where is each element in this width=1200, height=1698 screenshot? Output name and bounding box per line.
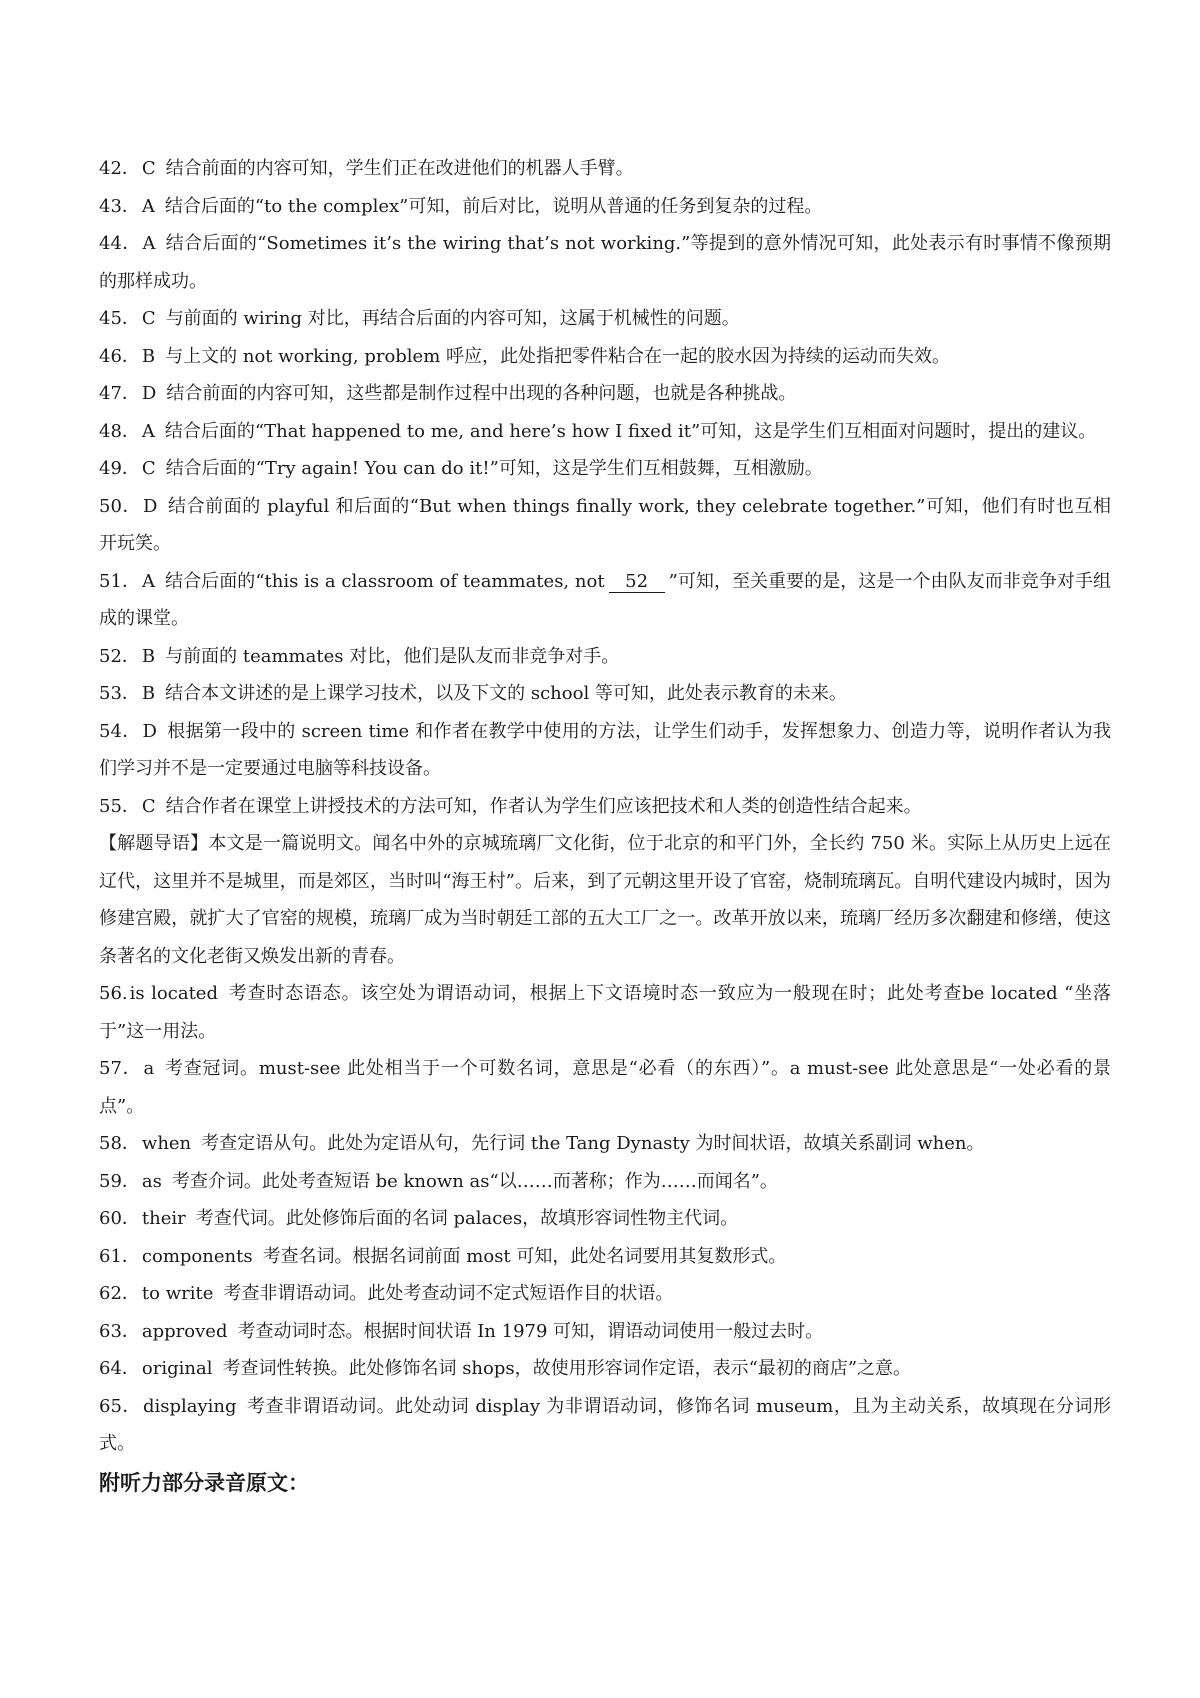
- document-page: [99, 150, 1111, 1503]
- item-answer: C: [141, 795, 156, 817]
- item-answer: C: [141, 158, 156, 179]
- item-number: 65．: [99, 1395, 141, 1417]
- answer-item-56: [99, 975, 1111, 1050]
- answer-item-57: [99, 1050, 1111, 1125]
- item-answer: B: [141, 683, 156, 704]
- answer-item-60: [99, 1200, 1111, 1238]
- item-answer: D: [142, 720, 157, 742]
- item-explanation: 考查定语从句。此处为定语从句，先行词 the Tang Dynasty 为时间状语，故填关系副词 when。: [201, 1133, 985, 1154]
- item-number: 52．: [99, 645, 140, 667]
- guide-text: 本文是一篇说明文。闻名中外的京城琉璃厂文化街，位于北京的和平门外，全长约 750 米。实际上从历史上远在辽代，这里并不是城里，而是郊区，当时叫“海王村”。后来，到了元朝这里开设了官窑，烧制琉璃瓦。自明代建设内城时，因为修建宫殿，就扩大了官窑的规模，琉璃厂成为当时朝廷工部的五大工厂之一。改革开放以来，琉璃厂经历多次翻建和修缮，使这条著名的文化老街又焕发出新的青春。: [99, 833, 1112, 967]
- item-answer: components: [141, 1245, 253, 1267]
- item-number: 48．: [99, 420, 140, 442]
- item-explanation: 结合后面的“That happened to me, and here’s how I fixed it”可知，这是学生们互相面对问题时，提出的建议。: [164, 420, 1097, 442]
- item-explanation-before: 结合后面的“this is a classroom of teammates, not: [165, 570, 605, 592]
- item-explanation-after: ”可知，至关重要的是，这是一个由队友而非竞争对手组成的课堂。: [99, 570, 1112, 629]
- answer-item-59: [99, 1163, 1111, 1201]
- item-explanation: 结合后面的“Try again! You can do it!”可知，这是学生们互相鼓舞，互相激励。: [165, 458, 823, 479]
- item-explanation: 考查词性转换。此处修饰名词 shops，故使用形容词作定语，表示“最初的商店”之意。: [222, 1358, 912, 1379]
- item-number: 43．: [99, 195, 140, 217]
- item-number: 49．: [99, 458, 140, 479]
- item-explanation: 与上文的 not working, problem 呼应，此处指把零件粘合在一起的胶水因为持续的运动而失效。: [165, 345, 951, 367]
- answer-item-61: [99, 1238, 1111, 1276]
- item-number: 53．: [99, 683, 140, 704]
- item-explanation: 考查冠词。must-see 此处相当于一个可数名词，意思是“必看（的东西）”。a must-see 此处意思是“一处必看的景点”。: [99, 1058, 1111, 1117]
- answer-item-52: [99, 638, 1111, 676]
- item-explanation: 结合本文讲述的是上课学习技术，以及下文的 school 等可知，此处表示教育的未来。: [165, 683, 847, 704]
- item-explanation: 考查非谓语动词。此处考查动词不定式短语作目的状语。: [223, 1283, 674, 1304]
- item-explanation: 结合作者在课堂上讲授技术的方法可知，作者认为学生们应该把技术和人类的创造性结合起来。: [165, 795, 922, 817]
- item-explanation: 考查代词。此处修饰后面的名词 palaces，故填形容词性物主代词。: [195, 1208, 739, 1229]
- item-number: 50．: [99, 495, 142, 517]
- item-number: 57．: [99, 1058, 142, 1079]
- answer-item-44: [99, 225, 1111, 300]
- item-explanation: 结合前面的内容可知，学生们正在改进他们的机器人手臂。: [165, 158, 634, 179]
- answer-item-51: [99, 563, 1111, 638]
- item-number: 59．: [99, 1170, 140, 1192]
- answer-item-53: [99, 675, 1111, 713]
- item-explanation: 与前面的 teammates 对比，他们是队友而非竞争对手。: [165, 645, 620, 667]
- answer-item-63: [99, 1313, 1111, 1351]
- item-answer: C: [141, 458, 156, 479]
- item-answer: their: [141, 1208, 186, 1229]
- item-number: 62．: [99, 1283, 140, 1304]
- item-answer: displaying: [142, 1395, 237, 1417]
- answer-item-46: [99, 338, 1111, 376]
- item-number: 51．: [99, 570, 141, 592]
- answer-item-64: [99, 1350, 1111, 1388]
- item-number: 58．: [99, 1133, 140, 1154]
- item-explanation: 结合后面的“to the complex”可知，前后对比，说明从普通的任务到复杂的过程。: [164, 195, 823, 217]
- answer-item-62: [99, 1275, 1111, 1313]
- answer-item-43: [99, 188, 1111, 226]
- item-number: 42．: [99, 158, 140, 179]
- item-number: 63．: [99, 1320, 140, 1342]
- item-answer: is located: [129, 983, 218, 1004]
- item-answer: a: [143, 1058, 155, 1079]
- answer-item-47: [99, 375, 1111, 413]
- item-number: 44．: [99, 233, 141, 254]
- item-explanation: 考查时态语态。该空处为谓语动词，根据上下文语境时态一致应为一般现在时；此处考查be located “坐落于”这一用法。: [99, 983, 1111, 1042]
- item-number: 45．: [99, 308, 140, 329]
- item-answer: A: [142, 233, 156, 254]
- item-number: 61．: [99, 1245, 140, 1267]
- answer-item-58: [99, 1125, 1111, 1163]
- item-answer: B: [141, 645, 156, 667]
- blank-underline: 52: [609, 572, 665, 593]
- answer-item-48: [99, 413, 1111, 451]
- item-explanation: 结合后面的“Sometimes it’s the wiring that’s not working.”等提到的意外情况可知，此处表示有时事情不像预期的那样成功。: [99, 233, 1111, 292]
- item-answer: as: [141, 1170, 162, 1192]
- item-explanation: 考查名词。根据名词前面 most 可知，此处名词要用其复数形式。: [262, 1245, 787, 1267]
- guide-label: 【解题导语】: [99, 833, 209, 854]
- answer-item-49: [99, 450, 1111, 488]
- item-answer: C: [141, 308, 156, 329]
- answer-item-50: [99, 488, 1111, 563]
- item-answer: A: [142, 570, 156, 592]
- item-number: 54．: [99, 720, 141, 742]
- item-explanation: 根据第一段中的 screen time 和作者在教学中使用的方法，让学生们动手，发挥想象力、创造力等，说明作者认为我们学习并不是一定要通过电脑等科技设备。: [99, 720, 1111, 779]
- answer-item-65: [99, 1388, 1111, 1463]
- item-answer: D: [143, 495, 158, 517]
- item-number: 47．: [99, 383, 140, 404]
- item-explanation: 结合前面的内容可知，这些都是制作过程中出现的各种问题，也就是各种挑战。: [166, 383, 797, 404]
- answer-item-42: [99, 150, 1111, 188]
- item-explanation: 结合前面的 playful 和后面的“But when things finally work, they celebrate together.”可知，他们有时也互相开玩笑。: [99, 495, 1112, 554]
- item-number: 46．: [99, 345, 140, 367]
- item-answer: to write: [141, 1283, 214, 1304]
- item-number: 64．: [99, 1358, 140, 1379]
- reading-guide: [99, 825, 1111, 975]
- item-number: 56.: [99, 983, 128, 1004]
- item-answer: original: [141, 1358, 213, 1379]
- item-explanation: 考查动词时态。根据时间状语 In 1979 可知，谓语动词使用一般过去时。: [237, 1320, 824, 1342]
- item-number: 55．: [99, 795, 140, 817]
- item-answer: B: [141, 345, 156, 367]
- item-answer: A: [141, 420, 155, 442]
- item-number: 60．: [99, 1208, 140, 1229]
- answer-item-55: [99, 788, 1111, 826]
- item-explanation: 考查介词。此处考查短语 be known as“以……而著称；作为……而闻名”。: [171, 1170, 778, 1192]
- item-explanation: 考查非谓语动词。此处动词 display 为非谓语动词，修饰名词 museum，且为主动关系，故填现在分词形式。: [99, 1395, 1112, 1454]
- item-answer: when: [141, 1133, 192, 1154]
- answer-item-54: [99, 713, 1111, 788]
- item-answer: D: [141, 383, 157, 404]
- listening-transcript-heading: 附听力部分录音原文：: [99, 1469, 309, 1495]
- answer-item-45: [99, 300, 1111, 338]
- item-answer: A: [141, 195, 155, 217]
- item-answer: approved: [141, 1320, 228, 1342]
- item-explanation: 与前面的 wiring 对比，再结合后面的内容可知，这属于机械性的问题。: [165, 308, 740, 329]
